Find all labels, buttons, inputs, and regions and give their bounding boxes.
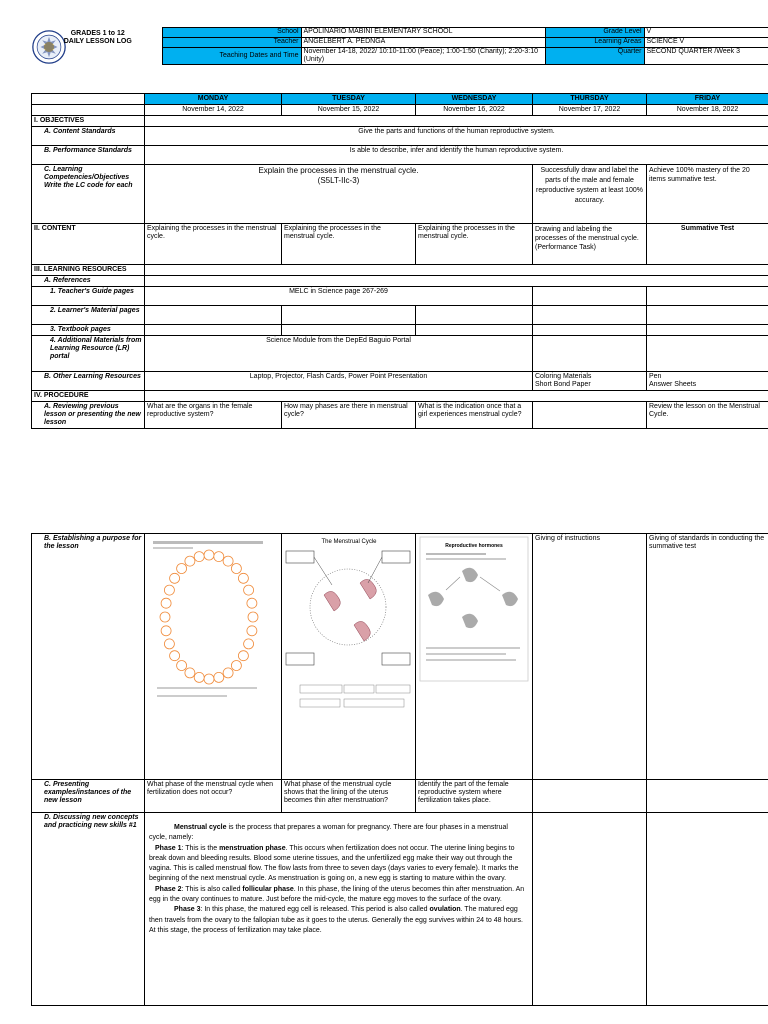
content-standards-text: Give the parts and functions of the human reproductive system. xyxy=(145,127,768,146)
calendar-day-circle xyxy=(170,573,180,583)
references-label: A. References xyxy=(32,276,145,287)
calendar-day-circle xyxy=(164,585,174,595)
calendar-day-circle xyxy=(204,550,214,560)
calendar-day-circle xyxy=(247,598,257,608)
day-thursday: THURSDAY xyxy=(533,94,647,105)
purpose-thursday: Giving of instructions xyxy=(533,534,647,780)
purpose-tuesday xyxy=(282,534,416,780)
review-friday: Review the lesson on the Menstrual Cycle. xyxy=(647,402,768,429)
content-standards-label: A. Content Standards xyxy=(32,127,145,146)
calendar-day-circle xyxy=(247,626,257,636)
competencies-label: C. Learning Competencies/Objectives Write the LC code for each xyxy=(32,165,145,224)
competencies-code: (S5LT-IIc-3) xyxy=(317,176,360,185)
d-phase3-text-a: : In this phase, the matured egg cell is released. This period is also called xyxy=(200,906,430,914)
calendar-day-circle xyxy=(238,651,248,661)
content-wednesday: Explaining the processes in the menstrual cycle. xyxy=(416,224,533,265)
calendar-day-circle xyxy=(164,639,174,649)
area-label: Learning Areas xyxy=(545,38,644,48)
performance-standards-label: B. Performance Standards xyxy=(32,146,145,165)
header-line2: DAILY LESSON LOG xyxy=(63,37,132,45)
teacher-value: ANGELBERT A. PEDNGA xyxy=(301,38,545,48)
procedure-heading: IV. PROCEDURE xyxy=(32,391,145,402)
day-friday: FRIDAY xyxy=(647,94,768,105)
calendar-day-circle xyxy=(244,639,254,649)
d-phase2-text-a: : This is also called xyxy=(181,885,243,893)
date-monday: November 14, 2022 xyxy=(145,105,282,116)
grade-value: V xyxy=(644,28,768,38)
calendar-day-circle xyxy=(194,552,204,562)
date-wednesday: November 16, 2022 xyxy=(416,105,533,116)
calendar-day-circle xyxy=(177,661,187,671)
calendar-day-circle xyxy=(214,552,224,562)
calendar-day-circle xyxy=(231,661,241,671)
performance-standards-text: Is able to describe, infer and identify the human reproductive system. xyxy=(145,146,768,165)
review-wednesday: What is the indication once that a girl experiences menstrual cycle? xyxy=(416,402,533,429)
d-intro-term: Menstrual cycle xyxy=(174,824,227,831)
discussing-label: D. Discussing new concepts and practicing new skills #1 xyxy=(32,813,145,1006)
discussing-content xyxy=(145,813,533,1006)
teachers-guide-value: MELC in Science page 267-269 xyxy=(145,287,533,306)
calendar-day-circle xyxy=(185,668,195,678)
review-monday: What are the organs in the female reproductive system? xyxy=(145,402,282,429)
header-line1: GRADES 1 to 12 xyxy=(70,29,125,37)
day-wednesday: WEDNESDAY xyxy=(416,94,533,105)
calendar-day-circle xyxy=(238,573,248,583)
d-phase3-text-b: . The matured egg then travels from the ovary to the fallopian tube as it goes to the uterus. Generally the egg survives within 24 to 48 hours. At this stage, the process of fertilization may take place. xyxy=(149,906,523,934)
area-value: SCIENCE V xyxy=(644,38,768,48)
calendar-day-circle xyxy=(204,674,214,684)
d-phase2-text-b: . In this phase, the lining of the uterus becomes thin after menstruation. An egg in the ovary continues to mature. Just before the mid-cycle, the mature egg moves to the surface of the ovary. xyxy=(149,885,525,904)
other-resources-label: B. Other Learning Resources xyxy=(32,372,145,391)
lesson-log-table-continued xyxy=(31,533,768,1006)
date-tuesday: November 15, 2022 xyxy=(282,105,416,116)
d-phase1-term: menstruation phase xyxy=(219,844,286,852)
review-label: A. Reviewing previous lesson or presenting the new lesson xyxy=(32,402,145,429)
dates-value: November 14-18, 2022/ 10:10-11:00 (Peace); 1:00-1:50 (Charity); 2:20-3:10 (Unity) xyxy=(301,48,545,65)
header-title xyxy=(34,28,162,65)
calendar-day-circle xyxy=(248,612,258,622)
other-resources-value: Laptop, Projector, Flash Cards, Power Point Presentation xyxy=(145,372,533,391)
other-thu-1: Coloring Materials xyxy=(535,373,592,380)
calendar-day-circle xyxy=(185,556,195,566)
calendar-day-circle xyxy=(161,598,171,608)
teachers-guide-label: 1. Teacher's Guide pages xyxy=(32,287,145,306)
other-resources-friday xyxy=(647,372,768,391)
competencies-main xyxy=(145,165,533,224)
presenting-monday: What phase of the menstrual cycle when fertilization does not occur? xyxy=(145,780,282,813)
date-thursday: November 17, 2022 xyxy=(533,105,647,116)
purpose-wednesday xyxy=(416,534,533,780)
header-table xyxy=(0,27,768,65)
calendar-day-circle xyxy=(160,612,170,622)
d-phase1-text-a: : This is the xyxy=(181,844,220,852)
additional-materials-value: Science Module from the DepEd Baguio Portal xyxy=(145,336,533,372)
calendar-day-circle xyxy=(177,564,187,574)
day-monday: MONDAY xyxy=(145,94,282,105)
reproductive-hormones-worksheet-image xyxy=(418,535,530,685)
content-friday: Summative Test xyxy=(647,224,768,265)
other-thu-2: Short Bond Paper xyxy=(535,381,591,388)
d-intro-text: is the process that prepares a woman for pregnancy. There are four phases in a menstrual cycle, namely: xyxy=(149,824,508,842)
menstrual-calendar-worksheet-image xyxy=(147,535,277,775)
content-heading: II. CONTENT xyxy=(32,224,145,265)
worksheet-title: Reproductive hormones xyxy=(445,543,503,549)
calendar-day-circle xyxy=(244,585,254,595)
menstrual-cycle-diagram-image xyxy=(284,535,414,775)
additional-materials-label: 4. Additional Materials from Learning Resource (LR) portal xyxy=(32,336,145,372)
competencies-thursday: Successfully draw and label the parts of the male and female reproductive system at least 100% accuracy. xyxy=(533,165,647,224)
quarter-value: SECOND QUARTER /Week 3 xyxy=(644,48,768,65)
presenting-label: C. Presenting examples/instances of the new lesson xyxy=(32,780,145,813)
day-tuesday: TUESDAY xyxy=(282,94,416,105)
calendar-day-circle xyxy=(214,672,224,682)
calendar-day-circle xyxy=(161,626,171,636)
purpose-friday: Giving of standards in conducting the summative test xyxy=(647,534,768,780)
textbook-label: 3. Textbook pages xyxy=(32,325,145,336)
calendar-day-circle xyxy=(223,668,233,678)
other-resources-thursday xyxy=(533,372,647,391)
lesson-log-table xyxy=(31,93,768,429)
calendar-day-circle xyxy=(170,651,180,661)
calendar-day-circle xyxy=(231,564,241,574)
presenting-wednesday: Identify the part of the female reproductive system where fertilization takes place. xyxy=(416,780,533,813)
d-phase3-label: Phase 3 xyxy=(174,906,201,914)
d-phase1-label: Phase 1 xyxy=(155,844,182,852)
content-tuesday: Explaining the processes in the menstrual cycle. xyxy=(282,224,416,265)
school-label: School xyxy=(162,28,301,38)
quarter-label: Quarter xyxy=(545,48,644,65)
grade-label: Grade Level xyxy=(545,28,644,38)
content-thursday: Drawing and labeling the processes of the menstrual cycle. (Performance Task) xyxy=(533,224,647,265)
teacher-label: Teacher xyxy=(162,38,301,48)
purpose-label: B. Establishing a purpose for the lesson xyxy=(32,534,145,780)
content-monday: Explaining the processes in the menstrual cycle. xyxy=(145,224,282,265)
dates-label: Teaching Dates and Time xyxy=(162,48,301,65)
learners-material-label: 2. Learner's Material pages xyxy=(32,306,145,325)
purpose-monday xyxy=(145,534,282,780)
review-tuesday: How may phases are there in menstrual cycle? xyxy=(282,402,416,429)
d-phase3-term: ovulation xyxy=(429,906,461,914)
objectives-heading: I. OBJECTIVES xyxy=(32,116,145,127)
competencies-friday: Achieve 100% mastery of the 20 items summative test. xyxy=(647,165,768,224)
calendar-day-circle xyxy=(194,672,204,682)
d-phase2-label: Phase 2 xyxy=(155,885,182,893)
diagram-title: The Menstrual Cycle xyxy=(321,539,377,545)
calendar-day-circle xyxy=(223,556,233,566)
d-phase2-term: follicular phase xyxy=(242,885,294,893)
presenting-tuesday: What phase of the menstrual cycle shows that the lining of the uterus becomes thin after menstruation? xyxy=(282,780,416,813)
competencies-text: Explain the processes in the menstrual cycle. xyxy=(258,166,419,175)
other-fri-2: Answer Sheets xyxy=(649,381,697,388)
date-friday: November 18, 2022 xyxy=(647,105,768,116)
d-phase1-text-b: . This occurs when fertilization does not occur. The uterine lining begins to break down and bleeding results. Blood some uterine tissues, and the unfertilized egg make their way out through the vagina. This is called menstrual flow. The flow lasts from three to seven days (days varies to every female). It marks the beginning of the next menstrual cycle. As menstruation is going on, a new egg is starting to mature within the ovary. xyxy=(149,844,519,883)
school-value: APOLINARIO MABINI ELEMENTARY SCHOOL xyxy=(301,28,545,38)
other-fri-1: Pen xyxy=(649,373,662,380)
resources-heading: III. LEARNING RESOURCES xyxy=(32,265,145,276)
